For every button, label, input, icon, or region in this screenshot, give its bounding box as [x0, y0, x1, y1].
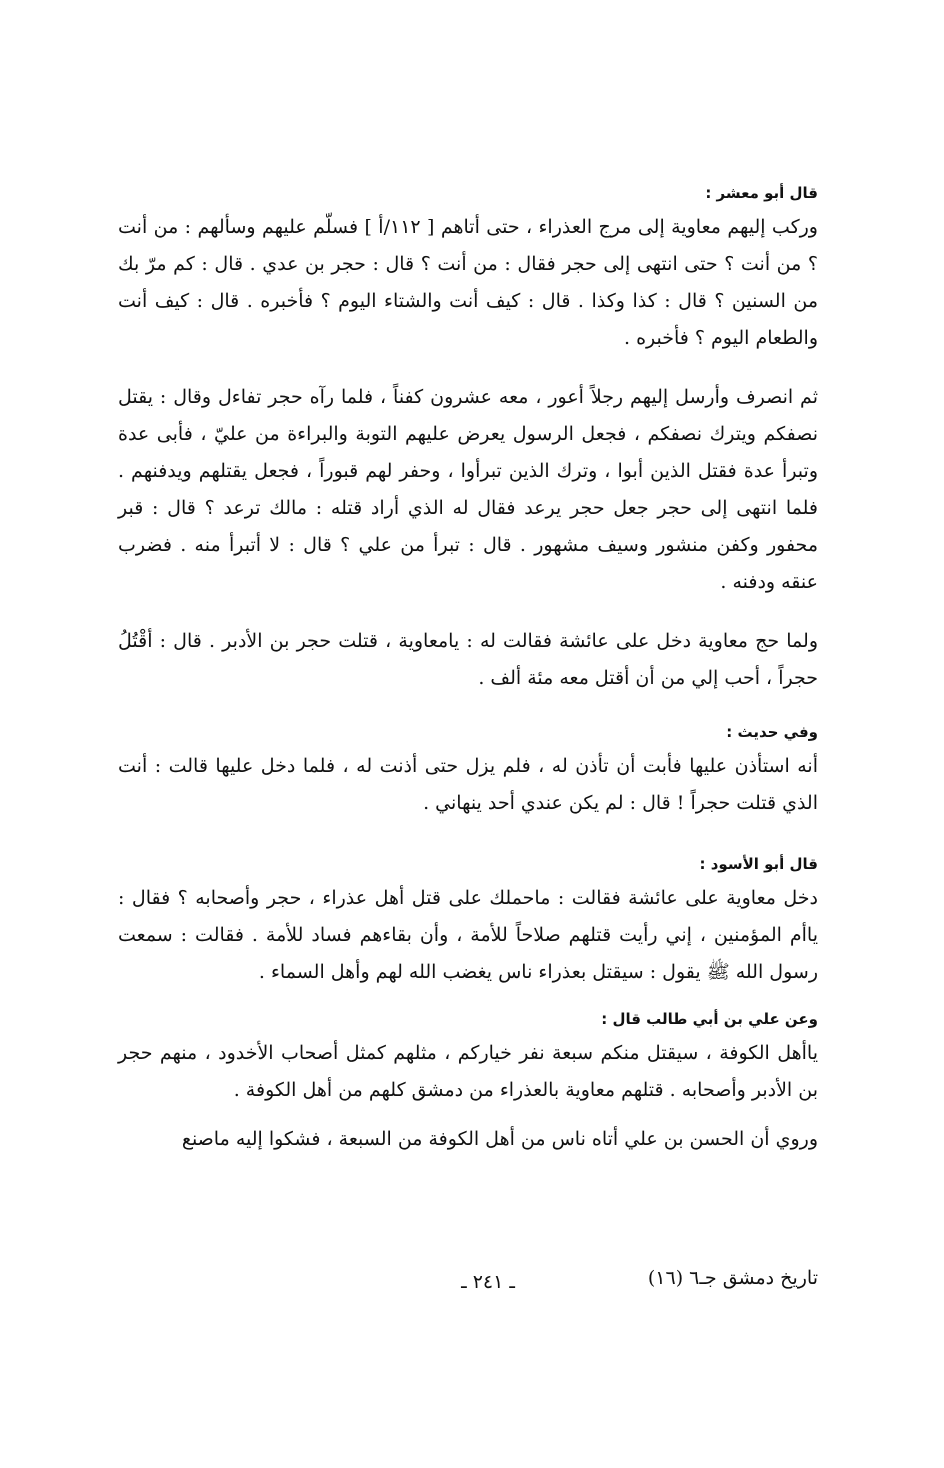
section-heading: قال أبو معشر :	[705, 184, 818, 202]
section-hasan	[118, 1121, 818, 1158]
section-abu-mashar	[118, 183, 818, 357]
paragraph: ثم انصرف وأرسل إليهم رجلاً أعور ، معه عشرون كفناً ، فلما رآه حجر تفاءل وقال : يقتل نصفكم ويترك نصفكم ، فجعل الرسول يعرض عليهم التوبة والبراءة من عليّ ، فأبى عدة وتبرأ عدة فقتل الذين أبوا ، وترك الذين تبرأوا ، وحفر لهم قبوراً ، فجعل يقتلهم ويدفنهم . فلما انتهى إلى حجر جعل حجر يرعد فقال له الذي أراد قتله : مالك ترعد ؟ قال : قبر محفور وكفن منشور وسيف مشهور . قال : تبرأ من علي ؟ قال : لا أتبرأ منه . فضرب عنقه ودفنه .	[118, 386, 818, 593]
paragraph: أنه استأذن عليها فأبت أن تأذن له ، فلم يزل حتى أذنت له ، فلما دخل عليها قالت : أنت الذي قتلت حجراً ! قال : لم يكن عندي أحد ينهاني .	[118, 755, 818, 814]
section-ali	[118, 1009, 818, 1109]
paragraph: وروي أن الحسن بن علي أتاه ناس من أهل الكوفة من السبعة ، فشكوا إليه ماصنع	[181, 1128, 818, 1150]
page-number: ـ ٢٤١ ـ	[461, 1271, 515, 1293]
paragraph: ولما حج معاوية دخل على عائشة فقالت له : يامعاوية ، قتلت حجر بن الأدبر . قال : أقْتُلُ حجراً ، أحب إلي من أن أقتل معه مئة ألف .	[118, 630, 818, 689]
section-aisha-visit	[118, 623, 818, 697]
section-heading: قال أبو الأسود :	[699, 855, 818, 873]
paragraph: وركب إليهم معاوية إلى مرج العذراء ، حتى أتاهم [ ١١٢/أ ] فسلّم عليهم وسألهم : من أنت ؟ من أنت ؟ حتى انتهى إلى حجر فقال : من أنت ؟ قال : حجر بن عدي . قال : كم مرّ بك من السنين ؟ قال : كذا وكذا . قال : كيف أنت والشتاء اليوم ؟ فأخبره . قال : كيف أنت والطعام اليوم ؟ فأخبره .	[118, 216, 818, 349]
book-title-footer: تاريخ دمشق جـ٦ (١٦)	[647, 1267, 818, 1289]
section-execution	[118, 379, 818, 601]
section-heading: وعن علي بن أبي طالب قال :	[601, 1010, 818, 1028]
page-body	[118, 183, 818, 1158]
section-abu-aswad	[118, 854, 818, 991]
section-heading: وفي حديث :	[726, 723, 818, 741]
page-footer	[118, 1263, 818, 1303]
section-hadith	[118, 722, 818, 822]
paragraph: ياأهل الكوفة ، سيقتل منكم سبعة نفر خياركم ، مثلهم كمثل أصحاب الأخدود ، منهم حجر بن الأدبر وأصحابه . قتلهم معاوية بالعذراء من دمشق كلهم من أهل الكوفة .	[118, 1042, 818, 1101]
paragraph: دخل معاوية على عائشة فقالت : ماحملك على قتل أهل عذراء ، حجر وأصحابه ؟ فقال : ياأم المؤمنين ، إني رأيت قتلهم صلاحاً للأمة ، وأن بقاءهم فساد للأمة . فقالت : سمعت رسول الله ﷺ يقول : سيقتل بعذراء ناس يغضب الله لهم وأهل السماء .	[118, 887, 818, 983]
